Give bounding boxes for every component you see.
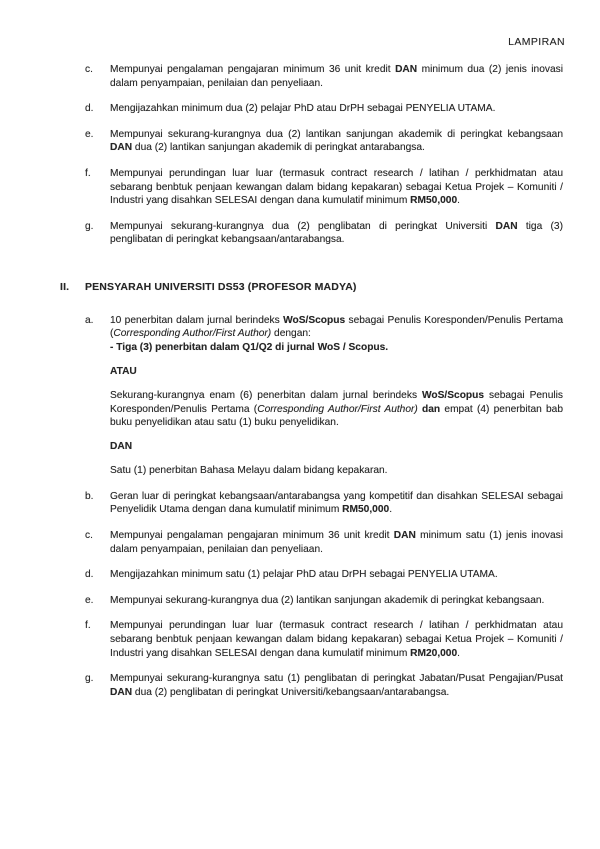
paragraph xyxy=(110,167,563,208)
section-2-heading xyxy=(60,281,563,295)
paragraph xyxy=(110,102,563,116)
item-body xyxy=(110,672,563,699)
text-segment: . xyxy=(457,195,460,207)
item-letter: d. xyxy=(85,569,94,581)
list-item-f xyxy=(85,167,563,208)
list-item-e xyxy=(85,594,563,608)
text-segment: DAN xyxy=(395,64,418,75)
text-segment: RM50,000 xyxy=(410,195,458,207)
list-item-e xyxy=(85,128,563,155)
paragraph xyxy=(110,440,563,454)
text-segment: WoS/Scopus xyxy=(283,314,346,326)
item-body xyxy=(110,128,563,155)
list-item-g xyxy=(85,672,563,699)
item-letter: e. xyxy=(85,594,94,606)
list-item-c xyxy=(85,529,563,556)
text-segment: WoS/Scopus xyxy=(421,389,485,401)
section-2-numeral: II. xyxy=(60,280,70,293)
text-segment: Mempunyai sekurang-kurangnya dua (2) penglibatan di peringkat Universiti xyxy=(110,220,496,232)
text-segment: Corresponding Author/First Author) xyxy=(113,328,272,340)
list-item-a xyxy=(85,314,563,478)
paragraph xyxy=(110,128,563,155)
text-segment: Mempunyai pengalaman pengajaran minimum 36 unit kredit xyxy=(110,530,394,542)
text-segment: Mempunyai pengalaman pengajaran minimum 36 unit kredit xyxy=(110,64,396,75)
text-segment: . xyxy=(457,647,460,659)
item-letter: e. xyxy=(85,128,94,140)
text-segment: Mengijazahkan minimum dua (2) pelajar PhD atau DrPH sebagai PENYELIA UTAMA. xyxy=(110,103,496,115)
item-letter: c. xyxy=(85,64,93,75)
paragraph xyxy=(110,568,563,582)
item-letter: d. xyxy=(85,103,94,115)
text-segment: RM20,000 xyxy=(410,647,458,659)
text-segment: Mempunyai sekurang-kurangnya dua (2) lantikan sanjungan akademik di peringkat kebangsaan. xyxy=(110,594,545,606)
text-segment: DAN xyxy=(393,530,416,542)
paragraph xyxy=(110,314,563,341)
paragraph xyxy=(110,594,563,608)
document-content xyxy=(60,63,564,699)
section-1-list xyxy=(85,63,563,247)
list-item-d xyxy=(85,102,563,116)
text-segment: sebagai Penulis Koresponden/Penulis Pertama ( xyxy=(110,314,563,340)
item-body xyxy=(110,314,563,478)
text-segment: DAN xyxy=(110,686,133,698)
text-segment: tiga (3) penglibatan di peringkat kebangsaan/antarabangsa. xyxy=(110,220,563,246)
item-letter: f. xyxy=(85,620,91,632)
item-body xyxy=(110,529,563,556)
text-segment: Mempunyai sekurang-kurangnya satu (1) penglibatan di peringkat Jabatan/Pusat Pengajian/Pusat xyxy=(110,673,563,685)
text-segment: dengan: xyxy=(271,328,311,340)
paragraph xyxy=(110,389,563,430)
section-2-title: PENSYARAH UNIVERSITI DS53 (PROFESOR MADYA) xyxy=(85,280,357,293)
item-body xyxy=(110,568,563,582)
text-segment: Mempunyai perundingan luar luar (termasuk contract research / latihan / perkhidmatan atau sebarang benbtuk penjaan kewangan dalam bidang kepakaran) sebagai Ketua Projek – Komuniti / Industri yang disahkan SELESAI dengan dana kumulatif minimum xyxy=(110,620,563,659)
list-item-g xyxy=(85,220,563,247)
text-segment: Mempunyai perundingan luar luar (termasuk contract research / latihan / perkhidmatan atau sebarang benbtuk penjaan kewangan dalam bidang kepakaran) sebagai Ketua Projek – Komuniti / Industri yang disahkan SELESAI dengan dana kumulatif minimum xyxy=(110,167,563,207)
text-segment: Sekurang-kurangnya enam (6) penerbitan dalam jurnal berindeks xyxy=(110,389,422,401)
paragraph xyxy=(110,464,563,478)
item-letter: c. xyxy=(85,530,93,542)
item-letter: a. xyxy=(85,314,94,326)
paragraph xyxy=(110,529,563,556)
header-label: LAMPIRAN xyxy=(508,36,565,48)
item-letter: g. xyxy=(85,673,94,685)
text-segment: Geran luar di peringkat kebangsaan/antarabangsa yang kompetitif dan disahkan SELESAI sebagai Penyelidik Utama dengan dana kumulatif minimum xyxy=(110,490,563,516)
list-item-c xyxy=(85,63,563,90)
text-segment: dua (2) penglibatan di peringkat Universiti/kebangsaan/antarabangsa. xyxy=(132,686,450,698)
paragraph xyxy=(110,490,563,517)
item-letter: g. xyxy=(85,220,94,232)
item-letter: f. xyxy=(85,167,91,179)
text-segment: . xyxy=(389,504,393,516)
text-segment: Corresponding Author/First Author) xyxy=(257,403,418,415)
list-item-d xyxy=(85,568,563,582)
list-item-b xyxy=(85,490,563,517)
paragraph xyxy=(110,341,563,355)
text-segment: minimum satu (1) jenis inovasi dalam penyampaian, penilaian dan penyeliaan. xyxy=(110,530,564,555)
text-segment: RM50,000 xyxy=(342,504,390,516)
item-body xyxy=(110,490,563,517)
item-body xyxy=(110,63,563,90)
paragraph xyxy=(110,365,563,379)
paragraph xyxy=(110,63,563,90)
text-segment: Satu (1) penerbitan Bahasa Melayu dalam bidang kepakaran. xyxy=(110,465,388,477)
text-segment: DAN xyxy=(495,220,518,232)
text-segment: empat (4) penerbitan bab buku penyelidikan atau satu (1) buku penyelidikan. xyxy=(110,403,564,429)
text-segment: dan xyxy=(422,403,441,415)
section-2-list xyxy=(85,314,563,700)
text-segment: DAN xyxy=(110,441,133,453)
text-segment: Mengijazahkan minimum satu (1) pelajar PhD atau DrPH sebagai PENYELIA UTAMA. xyxy=(110,569,498,581)
paragraph xyxy=(110,672,563,699)
text-segment: Mempunyai sekurang-kurangnya dua (2) lantikan sanjungan akademik di peringkat kebangsaan xyxy=(110,128,563,140)
item-body xyxy=(110,594,563,608)
item-body xyxy=(110,167,563,208)
paragraph xyxy=(110,220,563,247)
text-segment: dua (2) lantikan sanjungan akademik di peringkat antarabangsa. xyxy=(132,142,425,154)
text-segment: - Tiga (3) penerbitan dalam Q1/Q2 di jurnal WoS / Scopus. xyxy=(110,341,389,353)
text-segment: DAN xyxy=(110,142,133,154)
item-body xyxy=(110,220,563,247)
item-letter: b. xyxy=(85,490,94,502)
paragraph xyxy=(110,619,563,660)
item-body xyxy=(110,102,563,116)
list-item-f xyxy=(85,619,563,660)
text-segment: sebagai Penulis Koresponden/Penulis Pertama ( xyxy=(110,389,563,415)
text-segment: 10 penerbitan dalam jurnal berindeks xyxy=(110,314,284,326)
text-segment: minimum dua (2) jenis inovasi dalam penyampaian, penilaian dan penyeliaan. xyxy=(110,64,563,89)
text-segment: ATAU xyxy=(110,365,137,377)
item-body xyxy=(110,619,563,660)
